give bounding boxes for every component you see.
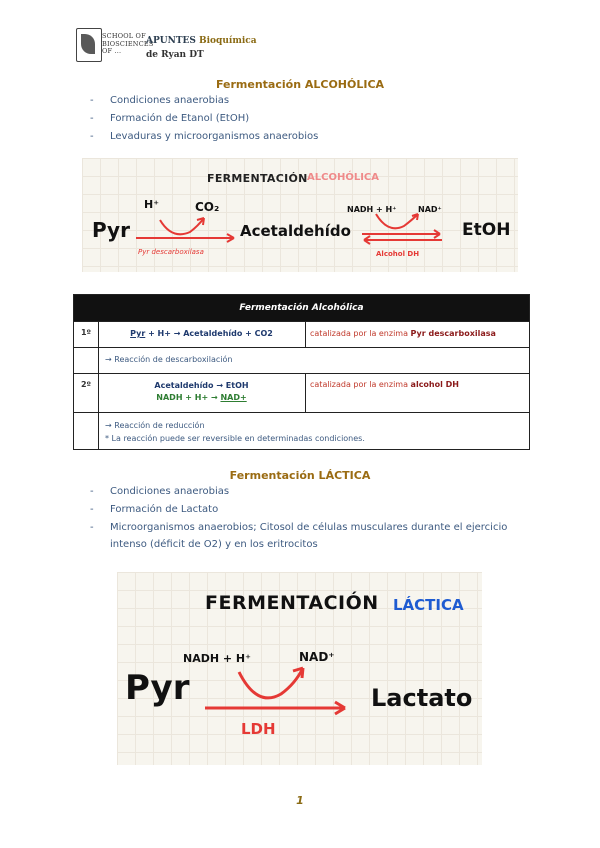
- cofactor-out-label: NAD⁺: [299, 650, 335, 664]
- diagram-title-type: ALCOHÓLICA: [307, 172, 379, 183]
- product-label: Lactato: [371, 684, 473, 712]
- step-number: 1º: [80, 328, 92, 337]
- product-label: EtOH: [462, 220, 511, 240]
- enzyme-label: LDH: [241, 720, 276, 738]
- section-title-alcoholica: Fermentación ALCOHÓLICA: [215, 78, 385, 91]
- author: de Ryan DT: [146, 50, 204, 60]
- reaction-cell: Acetaldehído → EtOH NADH + H+ → NAD+: [154, 381, 249, 402]
- bullet-list-lactica: [90, 483, 540, 553]
- table-row-note: [74, 347, 529, 373]
- list-item: - Formación de Etanol (EtOH): [90, 110, 318, 128]
- table-header: Fermentación Alcohólica: [74, 295, 529, 321]
- reaction-arrow: [197, 662, 357, 718]
- enzyme-cell: catalizada por la enzima alcohol DH: [310, 380, 459, 389]
- cofactor-in-label: NADH + H⁺: [347, 205, 397, 214]
- cofactor-in-label: NADH + H⁺: [183, 652, 251, 665]
- logo-icon: [76, 28, 102, 62]
- table-row: [74, 373, 529, 412]
- list-item: - Condiciones anaerobias: [90, 483, 540, 501]
- page-number: 1: [296, 794, 304, 807]
- table-row: [74, 321, 529, 347]
- table-row-note: [74, 412, 529, 449]
- substrate-label: Pyr: [92, 218, 130, 242]
- input-label: H⁺: [144, 198, 160, 211]
- output-label: CO₂: [195, 200, 220, 214]
- reaction-cell: Pyr + H+ → Acetaldehído + CO2: [130, 329, 273, 338]
- cofactor-out-label: NAD⁺: [418, 205, 442, 214]
- diagram-alcoholica: [82, 158, 518, 272]
- section-title-lactica: Fermentación LÁCTICA: [229, 469, 371, 482]
- enzyme-label-1: Pyr descarboxilasa: [138, 248, 204, 256]
- note-text: → Reacción de descarboxilación: [105, 355, 233, 364]
- step-number: 2º: [80, 380, 92, 389]
- bullet-list-alcoholica: [90, 92, 318, 146]
- diagram-title-word: FERMENTACIÓN: [207, 172, 308, 185]
- reaction-table: [73, 294, 530, 450]
- brand-title: APUNTES Bioquímica: [146, 36, 257, 46]
- substrate-label: Pyr: [125, 668, 190, 708]
- diagram-lactica: [117, 572, 482, 765]
- list-item: - Levaduras y microorganismos anaerobios: [90, 128, 318, 146]
- intermediate-label: Acetaldehído: [240, 222, 351, 240]
- list-item: - Microorganismos anaerobios; Citosol de células musculares durante el ejercicio intenso (déficit de O2) y en los eritrocitos: [90, 519, 540, 553]
- note-text: → Reacción de reducción * La reacción puede ser reversible en determinadas condiciones.: [105, 421, 365, 443]
- reaction-arrow-2: [360, 212, 446, 246]
- list-item: - Formación de Lactato: [90, 501, 540, 519]
- list-item: - Condiciones anaerobias: [90, 92, 318, 110]
- enzyme-label-2: Alcohol DH: [376, 250, 420, 258]
- diagram-title-word: FERMENTACIÓN: [205, 592, 379, 614]
- institution-name: SCHOOL OF BIOSCIENCES OF ...: [102, 32, 154, 55]
- enzyme-cell: catalizada por la enzima Pyr descarboxilasa: [310, 329, 496, 338]
- diagram-title-type: LÁCTICA: [393, 596, 464, 614]
